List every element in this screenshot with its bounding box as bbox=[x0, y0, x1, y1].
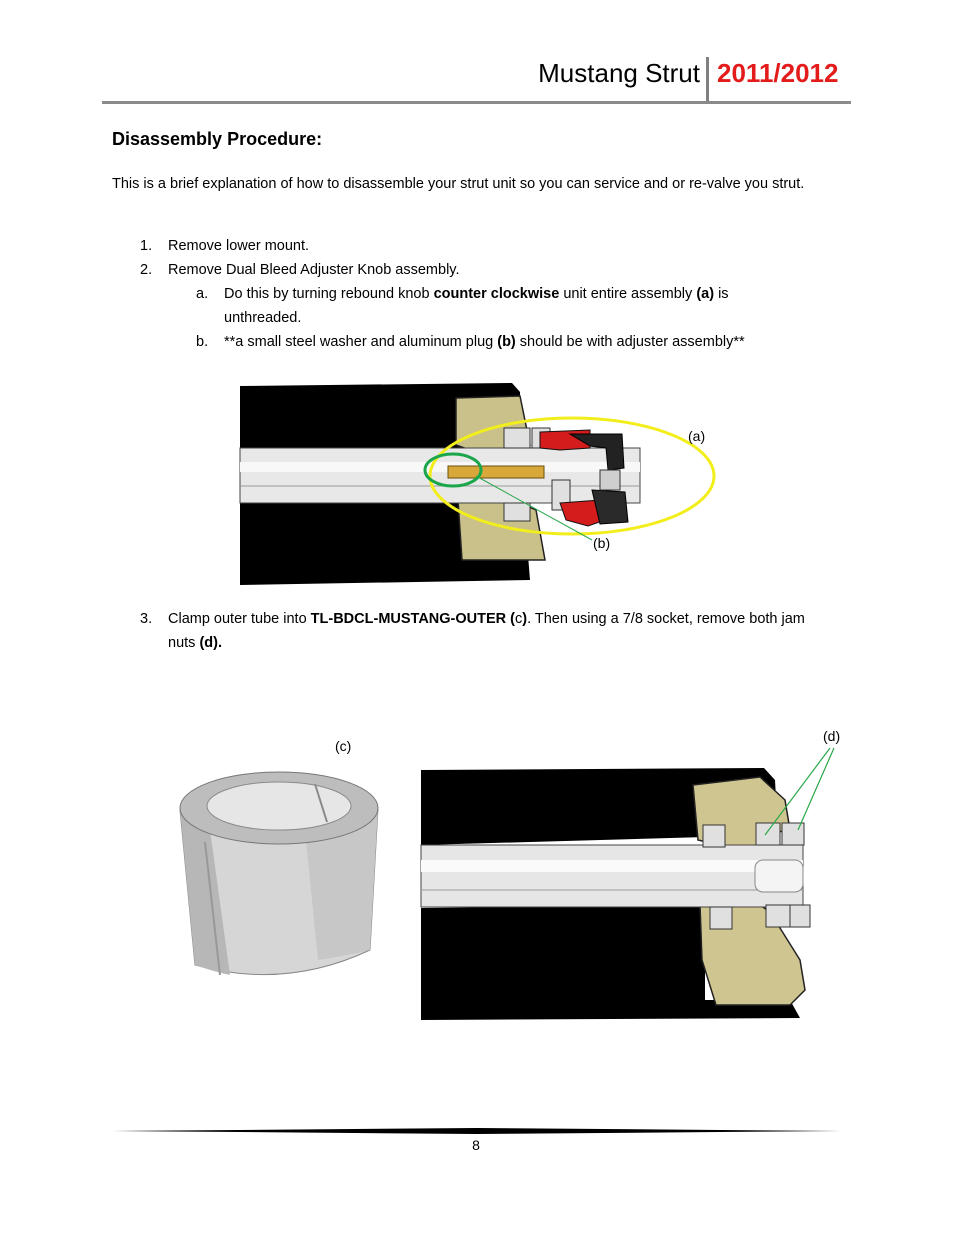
page-number: 8 bbox=[472, 1137, 480, 1153]
substep-text: Do this by turning rebound knob counter clockwise unit entire assembly (a) is unthreaded. bbox=[224, 286, 729, 326]
callout-c: (c) bbox=[335, 738, 352, 754]
step-number: 1. bbox=[140, 238, 153, 254]
substep-text: **a small steel washer and aluminum plug (b) should be with adjuster assembly** bbox=[224, 334, 745, 350]
step-number: 2. bbox=[140, 262, 153, 278]
callout-d: (d) bbox=[823, 728, 841, 744]
callout-a: (a) bbox=[688, 428, 706, 444]
footer-rule bbox=[113, 1128, 841, 1134]
step-text: Remove lower mount. bbox=[168, 238, 310, 254]
section-heading: Disassembly Procedure: bbox=[112, 129, 323, 149]
header-divider bbox=[706, 57, 709, 103]
document-title: Mustang Strut bbox=[538, 58, 700, 88]
step-text: Remove Dual Bleed Adjuster Knob assembly. bbox=[168, 262, 460, 278]
substep-letter: b. bbox=[196, 334, 209, 350]
substep-letter: a. bbox=[196, 286, 209, 302]
step-text: Clamp outer tube into TL-BDCL-MUSTANG-OUTER (c). Then using a 7/8 socket, remove both jam nuts (d). bbox=[168, 611, 805, 651]
document-year: 2011/2012 bbox=[717, 58, 839, 88]
step-number: 3. bbox=[140, 611, 153, 627]
header-rule bbox=[102, 101, 851, 104]
callout-b: (b) bbox=[593, 535, 611, 551]
intro-paragraph: This is a brief explanation of how to disassemble your strut unit so you can service and or re-valve you strut. bbox=[112, 176, 805, 192]
